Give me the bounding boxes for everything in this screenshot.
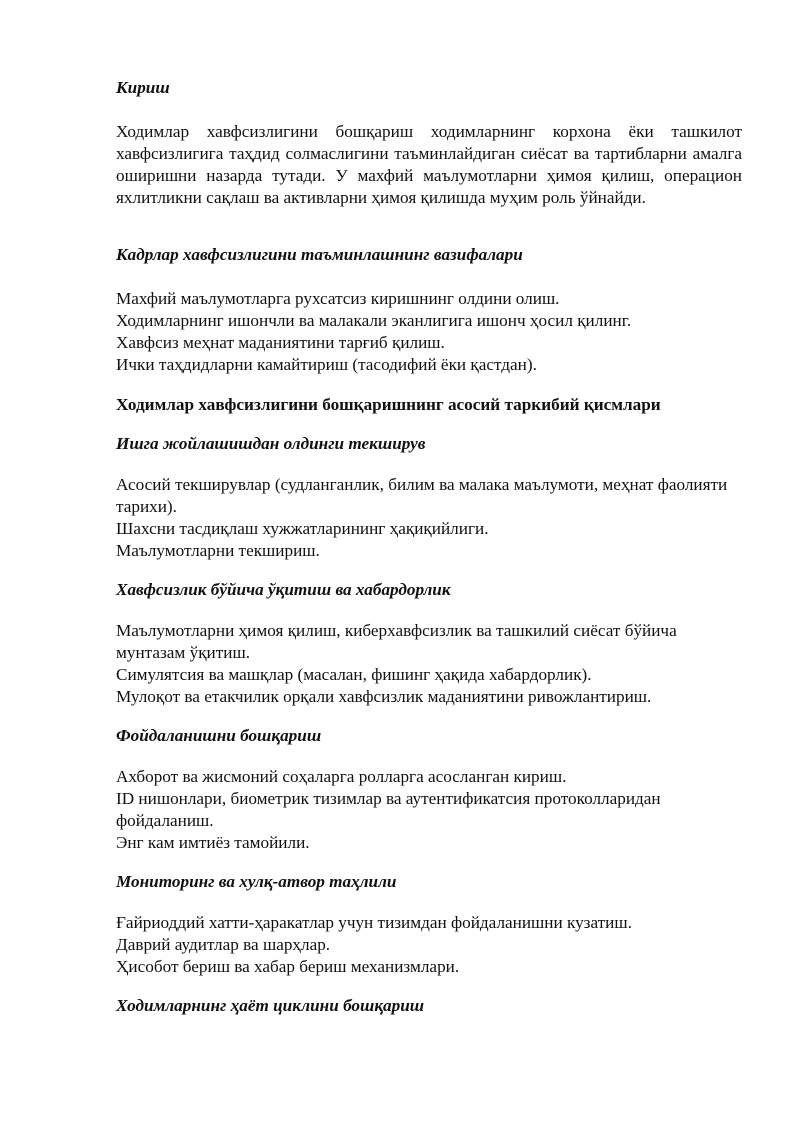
screening-line: Шахсни тасдиқлаш хужжатларининг ҳақиқийлиги. — [116, 519, 489, 538]
access-list — [116, 766, 742, 854]
tasks-line: Махфий маълумотларга рухсатсиз киришнинг олдини олиш. — [116, 289, 560, 308]
training-list — [116, 620, 742, 708]
training-line: Симулятсия ва машқлар (масалан, фишинг ҳақида хабардорлик). — [116, 665, 592, 684]
tasks-line: Хавфсиз меҳнат маданиятини тарғиб қилиш. — [116, 333, 445, 352]
screening-list — [116, 474, 742, 562]
access-line: ID нишонлари, биометрик тизимлар ва аутентификатсия протоколларидан фойдаланиш. — [116, 789, 661, 830]
intro-paragraph: Ходимлар хавфсизлигини бошқариш ходимларнинг корхона ёки ташкилот хавфсизлигига таҳдид солмаслигини таъминлайдиган сиёсат ва тартибларни амалга оширишни назарда тутади. У махфий маълумотларни ҳимоя қилиш, операцион яхлитликни сақлаш ва активларни ҳимоя қилишда муҳим роль ўйнайди. — [116, 122, 742, 207]
monitoring-heading: Мониторинг ва хулқ-атвор таҳлили — [116, 872, 397, 891]
tasks-heading: Кадрлар хавфсизлигини таъминлашнинг вазифалари — [116, 245, 523, 264]
components-heading: Ходимлар хавфсизлигини бошқаришнинг асосий таркибий қисмлари — [116, 395, 661, 414]
lifecycle-heading: Ходимларнинг ҳаёт циклини бошқариш — [116, 996, 425, 1015]
training-line: Мулоқот ва етакчилик орқали хавфсизлик маданиятини ривожлантириш. — [116, 687, 652, 706]
monitoring-line: Даврий аудитлар ва шарҳлар. — [116, 935, 331, 954]
tasks-list — [116, 288, 742, 376]
monitoring-line: Ҳисобот бериш ва хабар бериш механизмлари. — [116, 957, 460, 976]
training-line: Маълумотларни ҳимоя қилиш, киберхавфсизлик ва ташкилий сиёсат бўйича мунтазам ўқитиш. — [116, 621, 677, 662]
access-line: Энг кам имтиёз тамойили. — [116, 833, 310, 852]
screening-line: Маълумотларни текшириш. — [116, 541, 320, 560]
tasks-line: Ходимларнинг ишончли ва малакали эканлигига ишонч ҳосил қилинг. — [116, 311, 632, 330]
tasks-line: Ички таҳдидларни камайтириш (тасодифий ёки қастдан). — [116, 355, 537, 374]
monitoring-line: Ғайриоддий хатти-ҳаракатлар учун тизимдан фойдаланишни кузатиш. — [116, 913, 632, 932]
screening-heading: Ишга жойлашишдан олдинги текширув — [116, 434, 426, 453]
screening-line: Асосий текширувлар (судланганлик, билим ва малака маълумоти, меҳнат фаолияти тарихи). — [116, 475, 728, 516]
monitoring-list — [116, 912, 742, 978]
training-heading: Хавфсизлик бўйича ўқитиш ва хабардорлик — [116, 580, 451, 599]
access-heading: Фойдаланишни бошқариш — [116, 726, 322, 745]
access-line: Ахборот ва жисмоний соҳаларга ролларга асосланган кириш. — [116, 767, 567, 786]
intro-heading: Кириш — [116, 78, 170, 97]
